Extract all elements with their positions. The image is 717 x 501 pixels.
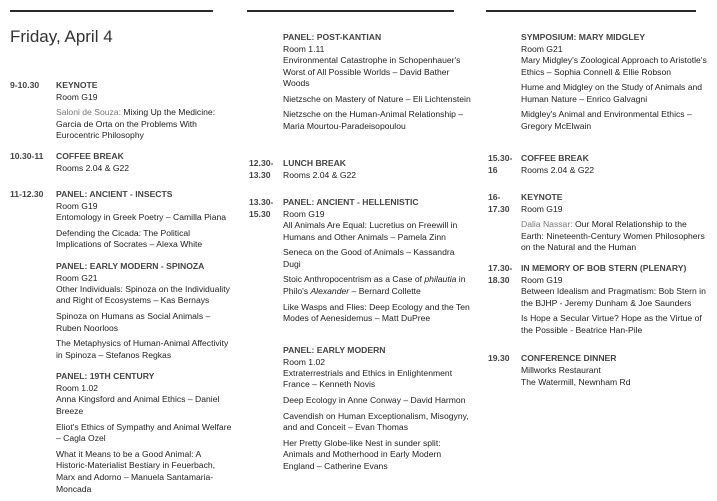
talk-title: Our Moral Relationship to the Earth: Nineteenth-Century Women Philosophers on the Natural and the Human [521, 219, 705, 253]
session-room: Rooms 2.04 & G22 [56, 163, 130, 173]
talk-item: Stoic Anthropocentrism as a Case of philautia in Philo's Alexander – Bernard Collette [283, 274, 466, 296]
talk-item: Mary Midgley's Zoological Approach to Aristotle's Ethics – Sophia Connell & Ellie Robson [521, 55, 707, 77]
talk-item: Other Individuals: Spinoza on the Individuality and Right of Ecosystems – Kas Bernays [56, 283, 230, 306]
session-time: 17.30- 18.30 [488, 263, 513, 285]
session-time: 10.30-11 [10, 151, 44, 161]
top-rule-2 [247, 10, 454, 12]
top-rule-3 [486, 10, 696, 12]
talk-item: Is Hope a Secular Virtue? Hope as the Virtue of the Possible - Beatrice Han-Pile [521, 313, 702, 335]
session-title: SYMPOSIUM: MARY MIDGLEY [521, 32, 646, 42]
session-title: LUNCH BREAK [283, 158, 347, 168]
talk-item: Environmental Catastrophe in Schopenhauer's Worst of All Possible Worlds – David Bather Woods [283, 55, 461, 89]
talk-item: Her Pretty Globe-like Nest in sunder split: Animals and Motherhood in Early Modern England – Catherine Evans [283, 437, 442, 471]
talk-item: The Metaphysics of Human-Animal Affectivity in Spinoza – Stefanos Regkas [56, 338, 229, 360]
talk-item: Deep Ecology in Anne Conway – David Harmon [283, 394, 466, 405]
session-room: Room G19 [283, 209, 325, 219]
session-time: 12.30- 13.30 [249, 158, 274, 180]
talk-title: Mixing Up the Medicine: Garcia de Orta on the Problems With Eurocentric Philosophy [56, 107, 216, 141]
session-time: 16- 17.30 [488, 192, 510, 214]
session-room: Room G19 [56, 201, 98, 211]
session-title: PANEL: ANCIENT - INSECTS [56, 189, 173, 199]
session-title: PANEL: POST-KANTIAN [283, 32, 382, 42]
speaker-name: Saloni de Souza: [56, 107, 121, 117]
venue-name: Millworks Restaurant [521, 365, 601, 375]
venue-address: The Watermill, Newnham Rd [521, 377, 631, 387]
talk-item: Extraterrestrials and Ethics in Enlightenment France – Kenneth Novis [283, 367, 453, 390]
talk-item: Entomology in Greek Poetry – Camilla Piana [56, 212, 227, 222]
session-room: Room G21 [521, 44, 563, 54]
speaker-name: Dalia Nassar: [521, 219, 573, 229]
talk-item: Between Idealism and Pragmatism: Bob Stern in the BJHP - Jeremy Dunham & Joe Saunders [521, 286, 706, 308]
talk-item: Cavendish on Human Exceptionalism, Misogyny, and and Conceit – Evan Thomas [283, 410, 469, 433]
session-title: PANEL: EARLY MODERN - SPINOZA [56, 260, 205, 271]
session-room: Room G19 [56, 92, 98, 102]
session-room: Room 1.02 [56, 383, 99, 394]
session-title: PANEL: ANCIENT - HELLENISTIC [283, 197, 419, 207]
session-room: Room G19 [521, 204, 563, 214]
session-room: Room 1.11 [283, 44, 325, 54]
page-title: Friday, April 4 [10, 27, 113, 46]
session-time: 15.30- 16 [488, 153, 513, 175]
session-time: 11-12.30 [10, 189, 44, 199]
session-title: KEYNOTE [56, 80, 98, 90]
talk-item: What it Means to be a Good Animal: A Historic-Materialist Bestiary in Feuerbach, Marx and Adorno – Manuela Santamaria-Moncada [56, 448, 216, 494]
session-room: Room G19 [521, 275, 563, 285]
talk-item [56, 107, 232, 142]
talk-item: Spinoza on Humans as Social Animals – Ruben Noorloos [56, 310, 211, 333]
talk-item: Like Wasps and Flies: Deep Ecology and the Ten Modes of Aenesidemus – Matt DuPree [283, 301, 470, 324]
top-rule-1 [10, 10, 213, 12]
session-title: COFFEE BREAK [521, 153, 589, 163]
session-time: 13.30- 15.30 [249, 197, 274, 219]
session-room: Rooms 2.04 & G22 [283, 170, 357, 180]
talk-item: Hume and Midgley on the Study of Animals and Human Nature – Enrico Galvagni [521, 82, 703, 104]
session-time: 9-10.30 [10, 80, 40, 90]
talk-item: Seneca on the Good of Animals – Kassandra Dugi [283, 247, 455, 269]
session-title: PANEL: 19TH CENTURY [56, 371, 155, 382]
session-room: Room G21 [56, 272, 98, 283]
talk-item: Eliot's Ethics of Sympathy and Animal Welfare – Cagla Ozel [56, 421, 232, 444]
session-time: 19.30 [488, 353, 510, 363]
talk-item: Anna Kingsford and Animal Ethics – Daniel Breeze [56, 394, 220, 416]
session-title: PANEL: EARLY MODERN [283, 344, 386, 355]
session-title: KEYNOTE [521, 192, 563, 202]
session-title: CONFERENCE DINNER [521, 353, 617, 363]
session-room: Rooms 2.04 & G22 [521, 165, 595, 175]
talk-item: All Animals Are Equal: Lucretius on Freewill in Humans and Other Animals – Pamela Zinn [283, 220, 458, 242]
session-room: Room 1.02 [283, 356, 326, 367]
talk-item [521, 219, 710, 254]
talk-item: Midgley's Animal and Environmental Ethics – Gregory McElwain [521, 109, 692, 131]
session-title: COFFEE BREAK [56, 151, 124, 161]
talk-item: Defending the Cicada: The Political Implications of Socrates – Alexa White [56, 227, 203, 250]
session-title: IN MEMORY OF BOB STERN (PLENARY) [521, 263, 687, 273]
talk-item: Nietzsche on the Human-Animal Relationship – Maria Mourtou-Paradeisopoulou [283, 109, 464, 131]
talk-item: Nietzsche on Mastery of Nature – Eli Lichtenstein [283, 93, 471, 104]
